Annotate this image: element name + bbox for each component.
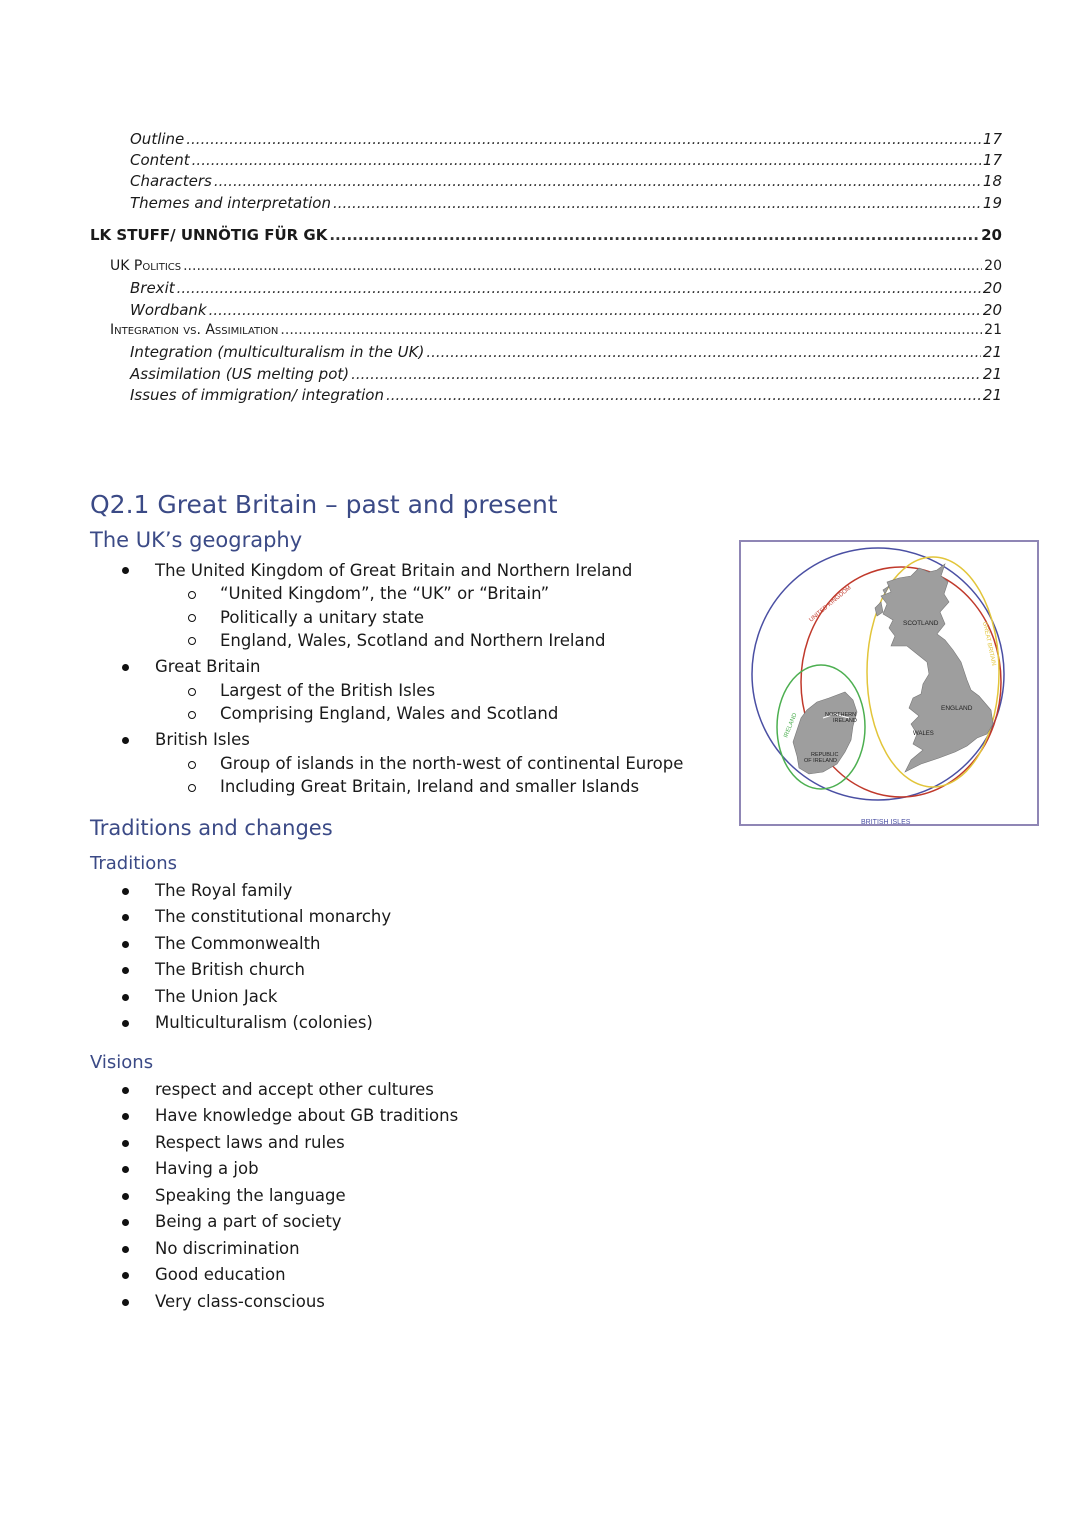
- label-british-isles: BRITISH ISLES: [861, 819, 911, 824]
- toc-leader-dots: [214, 172, 981, 190]
- bullet-icon: [122, 1113, 129, 1120]
- list-subitem: England, Wales, Scotland and Northern Ireland: [220, 631, 606, 650]
- toc-leader-dots: [209, 301, 981, 319]
- toc-entry-outline[interactable]: [130, 130, 1002, 148]
- circle-bullet-icon: [188, 711, 196, 719]
- toc-entry-uk-politics[interactable]: [110, 258, 1002, 274]
- traditions-changes-heading: Traditions and changes: [90, 816, 333, 840]
- list-item: respect and accept other cultures: [155, 1080, 434, 1099]
- toc-label: Themes and interpretation: [130, 194, 331, 212]
- toc-page-number: 17: [982, 151, 1002, 169]
- toc-entry-wordbank[interactable]: [130, 301, 1002, 319]
- toc-entry-integration-assimilation[interactable]: [110, 322, 1002, 338]
- toc-leader-dots: [280, 322, 982, 338]
- list-subitem: Group of islands in the north-west of continental Europe: [220, 754, 684, 773]
- toc-label: LK STUFF/ UNNÖTIG FÜR GK: [90, 226, 328, 244]
- circle-bullet-icon: [188, 591, 196, 599]
- toc-label: Wordbank: [130, 301, 207, 319]
- toc-page-number: 21: [984, 322, 1002, 338]
- toc-page-number: 21: [982, 386, 1002, 404]
- list-subitem: Politically a unitary state: [220, 608, 425, 627]
- circle-bullet-icon: [188, 637, 196, 645]
- toc-entry-assimilation[interactable]: [130, 365, 1002, 383]
- bullet-icon: [122, 737, 129, 744]
- list-item: Having a job: [155, 1159, 259, 1178]
- bullet-icon: [122, 1219, 129, 1226]
- label-northern-ireland-2: IRELAND: [833, 718, 857, 724]
- list-item: Good education: [155, 1265, 286, 1284]
- toc-leader-dots: [329, 226, 979, 244]
- bullet-icon: [122, 1087, 129, 1094]
- list-item: Very class-conscious: [155, 1292, 325, 1311]
- toc-leader-dots: [177, 279, 981, 297]
- toc-leader-dots: [386, 386, 981, 404]
- toc-label: UK Politics: [110, 258, 182, 274]
- list-subitem: Largest of the British Isles: [220, 681, 436, 700]
- list-item: Multiculturalism (colonies): [155, 1013, 373, 1032]
- circle-bullet-icon: [188, 614, 196, 622]
- circle-bullet-icon: [188, 688, 196, 696]
- bullet-icon: [122, 888, 129, 895]
- list-item: No discrimination: [155, 1239, 300, 1258]
- list-item: Being a part of society: [155, 1212, 342, 1231]
- toc-label: Outline: [130, 130, 185, 148]
- label-england: ENGLAND: [941, 705, 973, 712]
- geography-heading: The UK’s geography: [90, 528, 303, 552]
- toc-label: Content: [130, 151, 190, 169]
- toc-leader-dots: [333, 194, 981, 212]
- toc-leader-dots: [192, 151, 981, 169]
- list-subitem: Including Great Britain, Ireland and smaller Islands: [220, 777, 640, 796]
- toc-label: Issues of immigration/ integration: [130, 386, 384, 404]
- toc-page-number: 17: [982, 130, 1002, 148]
- toc-entry-brexit[interactable]: [130, 279, 1002, 297]
- toc-page-number: 18: [982, 172, 1002, 190]
- traditions-heading: Traditions: [90, 853, 178, 874]
- toc-page-number: 20: [981, 226, 1002, 244]
- list-item: The Union Jack: [155, 987, 278, 1006]
- bullet-icon: [122, 967, 129, 974]
- toc-page-number: 20: [984, 258, 1002, 274]
- label-republic-of-ireland-2: OF IRELAND: [804, 758, 838, 764]
- label-great-britain: GREAT BRITAIN: [981, 621, 997, 667]
- toc-page-number: 21: [982, 365, 1002, 383]
- bullet-icon: [122, 1020, 129, 1027]
- list-item: The Royal family: [155, 881, 293, 900]
- bullet-icon: [122, 1166, 129, 1173]
- toc-leader-dots: [351, 365, 981, 383]
- list-item: Speaking the language: [155, 1186, 346, 1205]
- bullet-icon: [122, 664, 129, 671]
- toc-page-number: 21: [982, 343, 1002, 361]
- list-subitem: “United Kingdom”, the “UK” or “Britain”: [220, 584, 550, 603]
- bullet-icon: [122, 1272, 129, 1279]
- british-isles-circle: [752, 548, 1004, 800]
- visions-heading: Visions: [90, 1052, 154, 1073]
- label-wales: WALES: [913, 731, 934, 737]
- toc-entry-content[interactable]: [130, 151, 1002, 169]
- list-item: The constitutional monarchy: [155, 907, 392, 926]
- toc-page-number: 19: [982, 194, 1002, 212]
- bullet-icon: [122, 1193, 129, 1200]
- bullet-icon: [122, 567, 129, 574]
- section-title: Q2.1 Great Britain – past and present: [90, 490, 558, 519]
- toc-entry-themes[interactable]: [130, 194, 1002, 212]
- toc-leader-dots: [186, 130, 981, 148]
- circle-bullet-icon: [188, 761, 196, 769]
- toc-label: Brexit: [130, 279, 175, 297]
- bullet-icon: [122, 914, 129, 921]
- list-item: The Commonwealth: [155, 934, 321, 953]
- toc-entry-characters[interactable]: [130, 172, 1002, 190]
- list-item: British Isles: [155, 730, 250, 749]
- label-scotland: SCOTLAND: [903, 620, 939, 627]
- label-northern-ireland: NORTHERN: [825, 712, 857, 718]
- toc-label: Assimilation (US melting pot): [130, 365, 350, 383]
- toc-label: Integration vs. Assimilation: [110, 322, 279, 338]
- list-item: Respect laws and rules: [155, 1133, 345, 1152]
- label-republic-of-ireland: REPUBLIC: [811, 752, 839, 758]
- toc-entry-integration[interactable]: [130, 343, 1002, 361]
- bullet-icon: [122, 941, 129, 948]
- toc-leader-dots: [183, 258, 982, 274]
- circle-bullet-icon: [188, 784, 196, 792]
- toc-label: Characters: [130, 172, 212, 190]
- toc-entry-issues[interactable]: [130, 386, 1002, 404]
- bullet-icon: [122, 1140, 129, 1147]
- toc-page-number: 20: [982, 301, 1002, 319]
- list-item: Have knowledge about GB traditions: [155, 1106, 459, 1125]
- toc-page-number: 20: [982, 279, 1002, 297]
- toc-label: Integration (multiculturalism in the UK): [130, 343, 425, 361]
- bullet-icon: [122, 1246, 129, 1253]
- list-item: The United Kingdom of Great Britain and Northern Ireland: [155, 561, 633, 580]
- list-item: Great Britain: [155, 657, 261, 676]
- british-isles-map: [739, 540, 1039, 826]
- bullet-icon: [122, 994, 129, 1001]
- bullet-icon: [122, 1299, 129, 1306]
- toc-leader-dots: [426, 343, 981, 361]
- label-ireland: IRELAND: [783, 712, 799, 739]
- list-subitem: Comprising England, Wales and Scotland: [220, 704, 559, 723]
- british-isles-diagram: [741, 542, 1037, 824]
- label-united-kingdom: UNITED KINGDOM: [808, 585, 853, 624]
- list-item: The British church: [155, 960, 305, 979]
- toc-entry-lk-stuff[interactable]: [90, 226, 1002, 244]
